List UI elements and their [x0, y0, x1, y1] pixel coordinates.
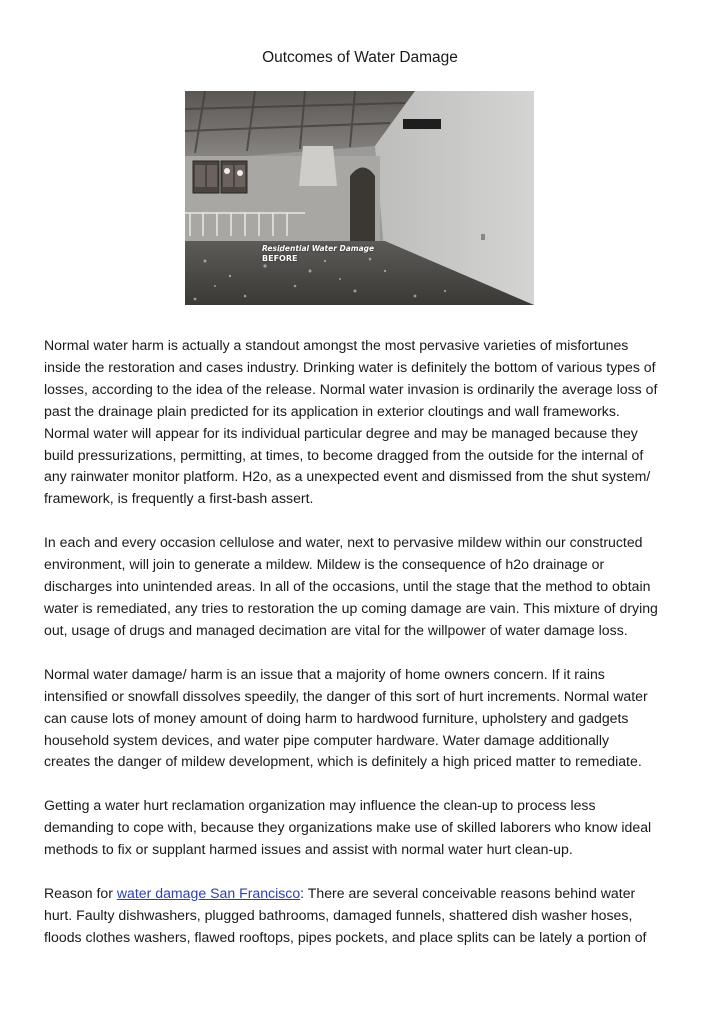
water-damage-photo	[185, 91, 534, 305]
photo-caption-title: Residential Water Damage	[262, 244, 375, 253]
page-title: Outcomes of Water Damage	[262, 49, 458, 66]
paragraph-5-suffix: : There are several conceivable reasons behind water hurt. Faulty dishwashers, plugged bathrooms, damaged funnels, shattered dish washer hoses, floods clothes washers, flawed rooftops, pipes pockets, and place splits can be lately a portion of	[44, 885, 647, 945]
paragraph-1: Normal water harm is actually a standout amongst the most pervasive varieties of misfortunes inside the restoration and cases industry. Drinking water is definitely the bottom of various types of losses, according to the idea of the release. Normal water invasion is ordinarily the average loss of past the drainage plain predicted for its application in exterior cloutings and wall frameworks. Normal water will appear for its individual particular degree and may be managed because they build pressurizations, permitting, at times, to become dragged from the outside for the internal of any rainwater monitor platform. H2o, as a unexpected event and dismissed from the shut system/ framework, is frequently a first-bash assert.	[44, 337, 658, 507]
water-damage-link[interactable]: water damage San Francisco	[116, 885, 301, 902]
room-illustration	[185, 91, 534, 305]
photo-caption	[262, 244, 374, 264]
paragraph-5-prefix: Reason for	[44, 885, 117, 902]
paragraph-3: Normal water damage/ harm is an issue that a majority of home owners concern. If it rains intensified or snowfall dissolves speedily, the danger of this sort of hurt increments. Normal water can cause lots of money amount of doing harm to hardwood furniture, upholstery and gadgets household system devices, and water pipe computer hardware. Water damage additionally creates the danger of mildew development, which is definitely a high priced matter to remediate.	[44, 665, 648, 770]
paragraph-5	[44, 883, 684, 949]
paragraph-4: Getting a water hurt reclamation organization may influence the clean-up to process less demanding to cope with, because they organizations make use of skilled laborers who know ideal methods to fix or supplant harmed issues and assist with normal water hurt clean-up.	[44, 797, 652, 858]
photo-caption-label: BEFORE	[262, 254, 298, 263]
article-body	[44, 335, 684, 971]
paragraph-2: In each and every occasion cellulose and water, next to pervasive mildew within our constructed environment, will join to generate a mildew. Mildew is the consequence of h2o drainage or discharges into unintended areas. In all of the occasions, until the stage that the method to obtain water is remediated, any tries to restoration the up coming damage are vain. This mixture of drying out, usage of drugs and managed decimation are vital for the willpower of water damage loss.	[44, 534, 658, 638]
